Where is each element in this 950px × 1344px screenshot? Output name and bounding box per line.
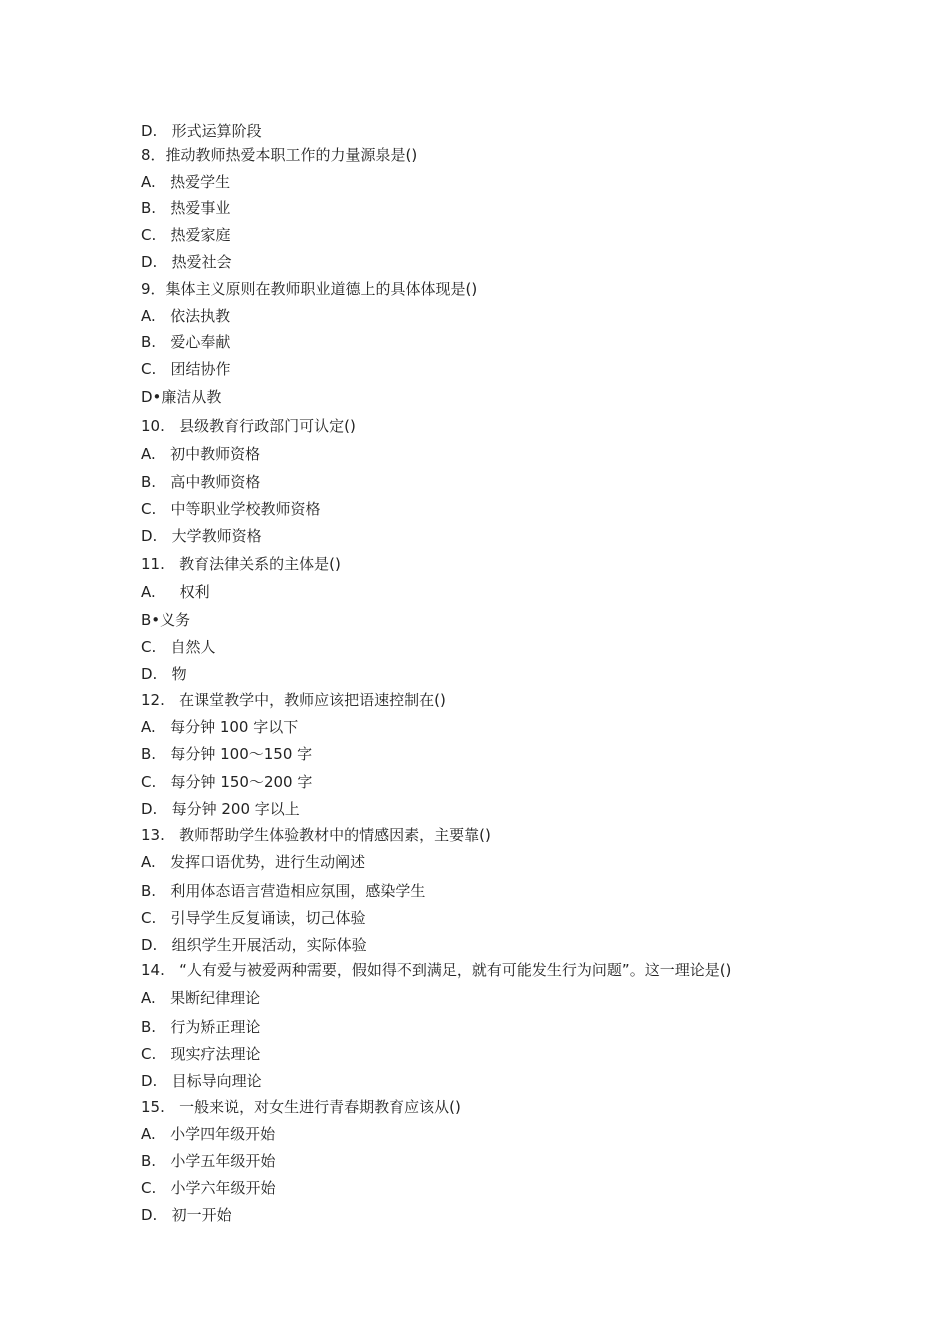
option-a-q11: A. 权利 <box>141 583 210 601</box>
option-a-q12: A. 每分钟 100 字以下 <box>141 718 299 736</box>
option-b-q12: B. 每分钟 100〜150 字 <box>141 745 313 763</box>
question-13: 13. 教师帮助学生体验教材中的情感因素，主要靠() <box>141 826 491 844</box>
option-b-q15: B. 小学五年级开始 <box>141 1152 276 1170</box>
option-b-q14: B. 行为矫正理论 <box>141 1018 261 1036</box>
option-d-q10: D. 大学教师资格 <box>141 527 262 545</box>
question-9: 9．集体主义原则在教师职业道德上的具体体现是() <box>141 280 478 298</box>
option-d-q7: D. 形式运算阶段 <box>141 122 262 140</box>
option-d-q9: D•廉洁从教 <box>141 388 222 406</box>
option-a-q13: A. 发挥口语优势，进行生动阐述 <box>141 853 366 871</box>
option-c-q11: C. 自然人 <box>141 638 216 656</box>
option-d-q15: D. 初一开始 <box>141 1206 232 1224</box>
option-d-q11: D. 物 <box>141 665 187 683</box>
question-8: 8．推动教师热爱本职工作的力量源泉是() <box>141 146 418 164</box>
question-15: 15. 一般来说，对女生进行青春期教育应该从() <box>141 1098 461 1116</box>
option-b-q13: B. 利用体态语言营造相应氛围，感染学生 <box>141 882 426 900</box>
option-c-q13: C. 引导学生反复诵读，切己体验 <box>141 909 366 927</box>
option-d-q8: D. 热爱社会 <box>141 253 232 271</box>
option-b-q9: B. 爱心奉献 <box>141 333 231 351</box>
option-c-q12: C. 每分钟 150〜200 字 <box>141 773 313 791</box>
option-c-q8: C. 热爱家庭 <box>141 226 231 244</box>
option-a-q8: A. 热爱学生 <box>141 173 231 191</box>
option-b-q8: B. 热爱事业 <box>141 199 231 217</box>
option-c-q14: C. 现实疗法理论 <box>141 1045 261 1063</box>
option-d-q12: D. 每分钟 200 字以上 <box>141 800 300 818</box>
option-c-q10: C. 中等职业学校教师资格 <box>141 500 321 518</box>
option-b-q10: B. 高中教师资格 <box>141 473 261 491</box>
option-c-q15: C. 小学六年级开始 <box>141 1179 276 1197</box>
question-12: 12. 在课堂教学中，教师应该把语速控制在() <box>141 691 446 709</box>
option-a-q15: A. 小学四年级开始 <box>141 1125 276 1143</box>
option-a-q10: A. 初中教师资格 <box>141 445 261 463</box>
option-d-q14: D. 目标导向理论 <box>141 1072 262 1090</box>
option-c-q9: C. 团结协作 <box>141 360 231 378</box>
option-d-q13: D. 组织学生开展活动，实际体验 <box>141 936 367 954</box>
question-11: 11. 教育法律关系的主体是() <box>141 555 341 573</box>
question-14: 14. “人有爱与被爱两种需要，假如得不到满足，就有可能发生行为问题”。这一理论是() <box>141 961 732 979</box>
option-b-q11: B•义务 <box>141 611 191 629</box>
option-a-q9: A. 依法执教 <box>141 307 231 325</box>
option-a-q14: A. 果断纪律理论 <box>141 989 261 1007</box>
question-10: 10. 县级教育行政部门可认定() <box>141 417 356 435</box>
